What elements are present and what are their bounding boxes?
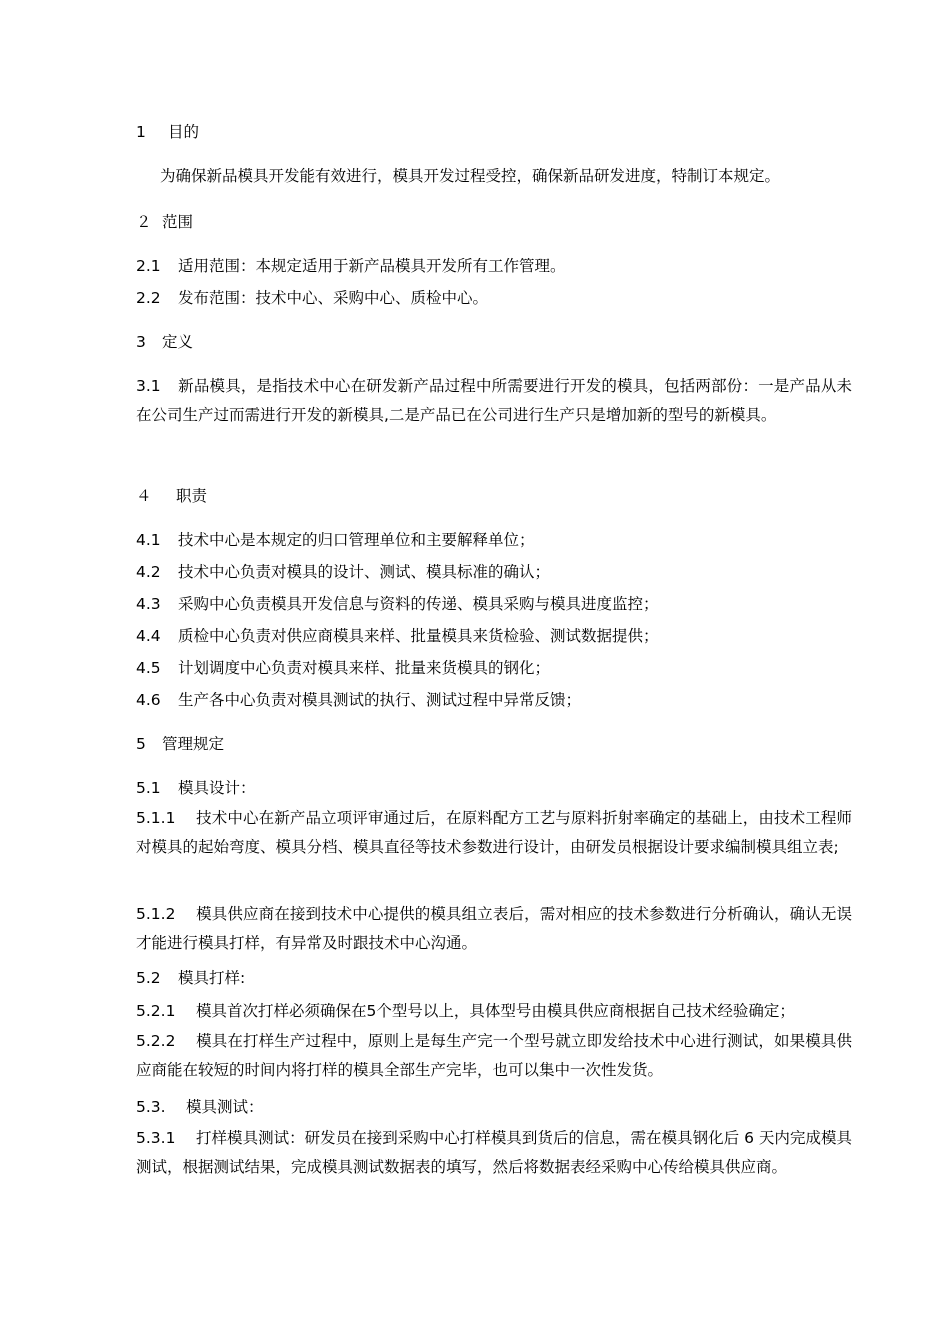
clause-number: 5.1 bbox=[136, 779, 161, 797]
clause-text: 模具测试： bbox=[186, 1098, 264, 1116]
clause-4-2 bbox=[136, 562, 852, 582]
clause-number: 4.2 bbox=[136, 563, 161, 581]
clause-number: 5.1.2 bbox=[136, 905, 176, 923]
clause-text: 模具设计： bbox=[178, 779, 256, 797]
clause-number: 4.6 bbox=[136, 691, 161, 709]
section-number: 1 bbox=[136, 123, 146, 141]
section-4-heading bbox=[136, 486, 852, 506]
clause-number: 5.3.1 bbox=[136, 1129, 176, 1147]
clause-5-2-1 bbox=[136, 1001, 852, 1021]
clause-text: 计划调度中心负责对模具来样、批量来货模具的钢化； bbox=[178, 659, 551, 677]
clause-4-1 bbox=[136, 530, 852, 550]
section-2-heading bbox=[136, 212, 852, 232]
section-title: 管理规定 bbox=[162, 735, 225, 753]
clause-number: 5.1.1 bbox=[136, 809, 176, 827]
clause-text: 采购中心负责模具开发信息与资料的传递、模具采购与模具进度监控； bbox=[178, 595, 659, 613]
clause-5-3 bbox=[136, 1097, 852, 1117]
section-number: 3 bbox=[136, 333, 146, 351]
clause-text: 技术中心负责对模具的设计、测试、模具标准的确认； bbox=[178, 563, 551, 581]
section-number: ２ bbox=[136, 213, 152, 231]
clause-number: 5.2 bbox=[136, 969, 161, 987]
section-number: ４ bbox=[136, 487, 152, 505]
section-title: 范围 bbox=[162, 213, 194, 231]
clause-4-4 bbox=[136, 626, 852, 646]
clause-number: 2.1 bbox=[136, 257, 161, 275]
clause-text: 技术中心是本规定的归口管理单位和主要解释单位； bbox=[178, 531, 535, 549]
clause-number: 4.3 bbox=[136, 595, 161, 613]
section-title: 职责 bbox=[176, 487, 208, 505]
clause-text: 模具打样: bbox=[178, 969, 246, 987]
clause-5-2 bbox=[136, 968, 852, 988]
clause-text: 发布范围：技术中心、采购中心、质检中心。 bbox=[178, 289, 489, 307]
section-1-heading bbox=[136, 122, 852, 142]
clause-2-2 bbox=[136, 288, 852, 308]
clause-4-6 bbox=[136, 690, 852, 710]
section-title: 目的 bbox=[168, 123, 200, 141]
clause-5-1-1 bbox=[136, 804, 852, 861]
clause-number: 4.4 bbox=[136, 627, 161, 645]
clause-4-3 bbox=[136, 594, 852, 614]
clause-text: 打样模具测试：研发员在接到采购中心打样模具到货后的信息，需在模具钢化后 6 天内完成模具测试，根据测试结果，完成模具测试数据表的填写，然后将数据表经采购中心传给模具供应商。 bbox=[136, 1129, 852, 1176]
clause-number: 4.5 bbox=[136, 659, 161, 677]
clause-text: 适用范围：本规定适用于新产品模具开发所有工作管理。 bbox=[178, 257, 566, 275]
clause-number: 5.2.2 bbox=[136, 1032, 176, 1050]
clause-number: 3.1 bbox=[136, 377, 161, 395]
clause-3-1 bbox=[136, 372, 852, 429]
section-title: 定义 bbox=[162, 333, 194, 351]
clause-5-1-2 bbox=[136, 900, 852, 957]
clause-number: 4.1 bbox=[136, 531, 161, 549]
clause-text: 新品模具，是指技术中心在研发新产品过程中所需要进行开发的模具，包括两部份：一是产品从未在公司生产过而需进行开发的新模具,二是产品已在公司进行生产只是增加新的型号的新模具。 bbox=[136, 377, 852, 424]
clause-text: 模具供应商在接到技术中心提供的模具组立表后，需对相应的技术参数进行分析确认，确认无误才能进行模具打样，有异常及时跟技术中心沟通。 bbox=[136, 905, 852, 952]
section-number: 5 bbox=[136, 735, 146, 753]
clause-5-1 bbox=[136, 778, 852, 798]
section-5-heading bbox=[136, 734, 852, 754]
clause-text: 生产各中心负责对模具测试的执行、测试过程中异常反馈； bbox=[178, 691, 582, 709]
clause-number: 2.2 bbox=[136, 289, 161, 307]
section-1-paragraph: 为确保新品模具开发能有效进行，模具开发过程受控，确保新品研发进度，特制订本规定。 bbox=[160, 167, 781, 185]
clause-text: 技术中心在新产品立项评审通过后，在原料配方工艺与原料折射率确定的基础上，由技术工程师对模具的起始弯度、模具分档、模具直径等技术参数进行设计，由研发员根据设计要求编制模具组立表; bbox=[136, 809, 852, 856]
clause-number: 5.3. bbox=[136, 1098, 166, 1116]
clause-5-2-2 bbox=[136, 1027, 852, 1084]
clause-number: 5.2.1 bbox=[136, 1002, 176, 1020]
clause-text: 质检中心负责对供应商模具来样、批量模具来货检验、测试数据提供； bbox=[178, 627, 659, 645]
clause-5-3-1 bbox=[136, 1124, 852, 1181]
clause-text: 模具首次打样必须确保在5个型号以上，具体型号由模具供应商根据自己技术经验确定； bbox=[196, 1002, 795, 1020]
clause-text: 模具在打样生产过程中，原则上是每生产完一个型号就立即发给技术中心进行测试，如果模具供应商能在较短的时间内将打样的模具全部生产完毕，也可以集中一次性发货。 bbox=[136, 1032, 852, 1079]
clause-4-5 bbox=[136, 658, 852, 678]
clause-2-1 bbox=[136, 256, 852, 276]
section-3-heading bbox=[136, 332, 852, 352]
